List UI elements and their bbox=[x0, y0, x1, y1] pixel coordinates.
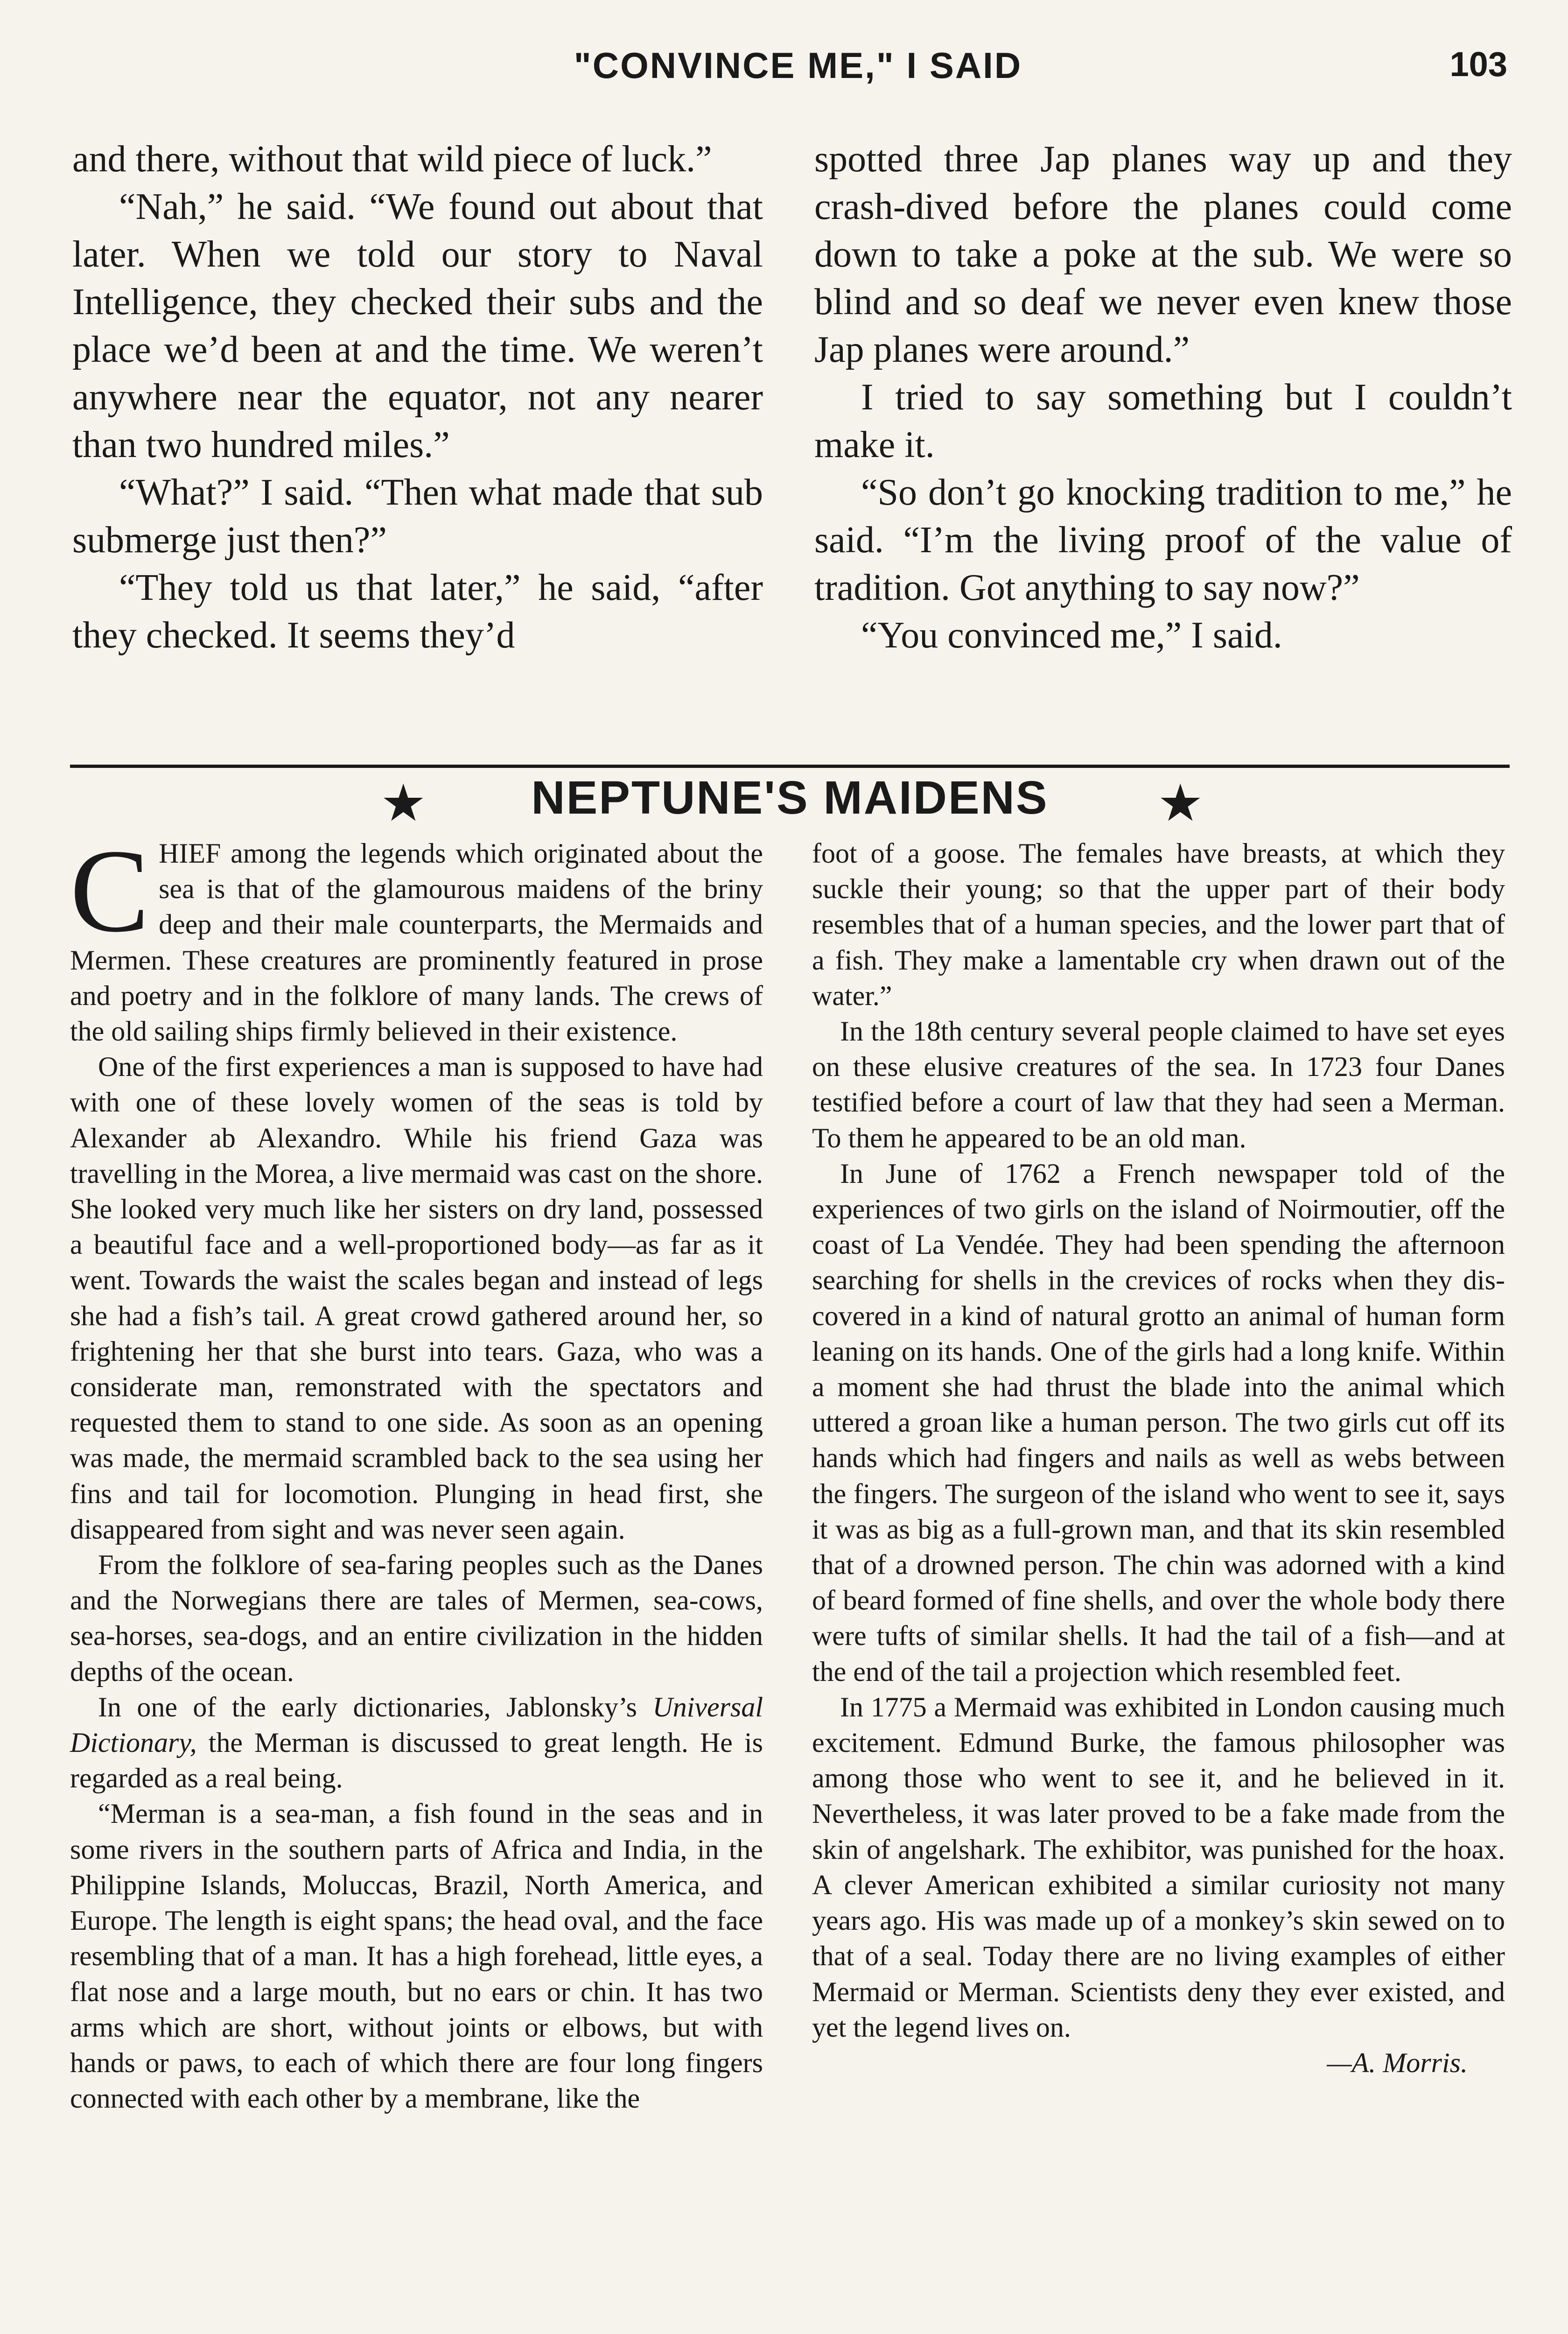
dictionary-text-after: the Merman is discussed to great length. He is regarded as a real being. bbox=[70, 1727, 763, 1794]
article-paragraph: In the 18th century several people claimed to have set eyes on these elusive creatures of the sea. In 1723 four Danes testified before a court of law that they had seen a Merman. To them he appeared to be an old man. bbox=[812, 1016, 1505, 1153]
page-number: 103 bbox=[1449, 45, 1507, 84]
star-icon: ★ bbox=[380, 773, 427, 833]
author-attribution: —A. Morris. bbox=[1327, 2047, 1468, 2078]
article-quote-paragraph: “Merman is a sea-man, a fish found in the seas and in some rivers in the southern parts of Africa and India, in the Philippine Islands, Moluccas, Brazil, North America, and Europe. The length is eight spans; the head oval, and the face resembling that of a man. It has a high forehead, little eyes, a flat nose and a large mouth, but no ears or chin. It has two arms which are short, without joints or elbows, but with hands or paws, to each of which there are four long fingers connected with each other by a membrane, like the bbox=[70, 1798, 763, 2114]
article-column-left bbox=[70, 825, 763, 2116]
story-column-right bbox=[814, 135, 1512, 659]
article-title: NEPTUNE'S MAIDENS bbox=[531, 772, 1049, 824]
story-paragraph: “They told us that later,” he said, “after they checked. It seems they’d bbox=[72, 567, 763, 656]
story-column-left bbox=[72, 135, 763, 659]
article-paragraph: From the folklore of sea-faring peoples such as the Danes and the Norwegians there are tales of Mermen, sea-cows, sea-horses, sea-dogs, and an entire civilization in the hidden depths of the ocean. bbox=[70, 1549, 763, 1687]
dictionary-title: Universal Dictionary, bbox=[70, 1691, 763, 1758]
running-head-title: "CONVINCE ME," I SAID bbox=[574, 45, 1022, 86]
story-paragraph: spotted three Jap planes way up and they crash-dived before the planes could come down to take a poke at the sub. We were so blind and so deaf we never even knew those Jap planes were around.” bbox=[814, 139, 1512, 370]
story-paragraph: “So don’t go knocking tradition to me,” he said. “I’m the living proof of the value of tradition. Got anything to say now?” bbox=[814, 472, 1512, 608]
article-paragraph: In June of 1762 a French newspaper told of the experiences of two girls on the island of Noirmoutier, off the coast of La Vendée. They had been spending the afternoon searching for shells in the crevices of rocks when they discovered in a kind of natural grotto an animal of human form leaning on its hands. One of the girls had a long knife. Within a moment she had thrust the blade into the animal which uttered a groan like a human person. The two girls cut off its hands which had fingers and nails as well as webs between the fingers. The surgeon of the island who went to see it, says it was as big as a full-grown man, and that its skin resembled that of a drowned person. The chin was adorned with a kind of beard formed of fine shells, and over the whole body there were tufts of similar shells. It had the tail of a fish—and at the end of the tail a projection which resembled feet. bbox=[812, 1158, 1505, 1687]
article-paragraph bbox=[70, 1689, 763, 1796]
drop-cap: C bbox=[70, 825, 150, 957]
section-divider bbox=[70, 765, 1510, 768]
story-paragraph: “Nah,” he said. “We found out about that later. When we told our story to Naval Intelligence, they checked their subs and the place we’d been at and the time. We weren’t anywhere near the equator, not any nearer than two hundred miles.” bbox=[72, 186, 763, 465]
story-paragraph: and there, without that wild piece of luck.” bbox=[72, 139, 712, 180]
article-paragraph: In 1775 a Mermaid was exhibited in London causing much excitement. Edmund Burke, the famous philosopher was among those who went to see it, and he believed in it. Nevertheless, it was later proved to be a fake made from the skin of angelshark. The exhibitor, was punished for the hoax. A clever American exhibited a similar curiosity not many years ago. His was made up of a monkey’s skin sewed on to that of a seal. Today there are no living examples of either Mermaid or Merman. Scientists deny they ever existed, and yet the legend lives on. bbox=[812, 1691, 1505, 2043]
article-intro-paragraph bbox=[70, 825, 763, 1049]
article-paragraph: foot of a goose. The females have breasts, at which they suckle their young; so that the upper part of their body resembles that of a human species, and the lower part that of a fish. They make a lamentable cry when drawn out of the water.” bbox=[812, 838, 1505, 1011]
story-paragraph: “What?” I said. “Then what made that sub submerge just then?” bbox=[72, 472, 763, 561]
intro-text: HIEF among the legends which originated about the sea is that of the glamourous maidens of the briny deep and their male counterparts, the Mermaids and Mermen. These creatures are prominently featured in prose and poetry and in the folklore of many lands. The crews of the old sailing ships firmly believed in their existence. bbox=[70, 838, 763, 1047]
article-paragraph: One of the first experiences a man is supposed to have had with one of these lovely women of the seas is told by Alexander ab Alexandro. While his friend Gaza was travelling in the Morea, a live mermaid was cast on the shore. She looked very much like her sisters on dry land, possessed a beautiful face and a well-proportioned body—as far as it went. Towards the waist the scales began and instead of legs she had a fish’s tail. A great crowd gathered around her, so frightening her that she burst into tears. Gaza, who was a considerate man, remonstrated with the spectators and requested them to stand to one side. As soon as an opening was made, the mermaid scrambled back to the sea using her fins and tail for locomotion. Plunging in head first, she disappeared from sight and was never seen again. bbox=[70, 1051, 763, 1545]
star-icon: ★ bbox=[1157, 773, 1204, 833]
story-paragraph: “You convinced me,” I said. bbox=[861, 615, 1282, 656]
article-column-right bbox=[812, 836, 1505, 2081]
story-paragraph: I tried to say something but I couldn’t make it. bbox=[814, 377, 1512, 465]
dictionary-text-before: In one of the early dictionaries, Jablonsky’s bbox=[98, 1691, 653, 1722]
